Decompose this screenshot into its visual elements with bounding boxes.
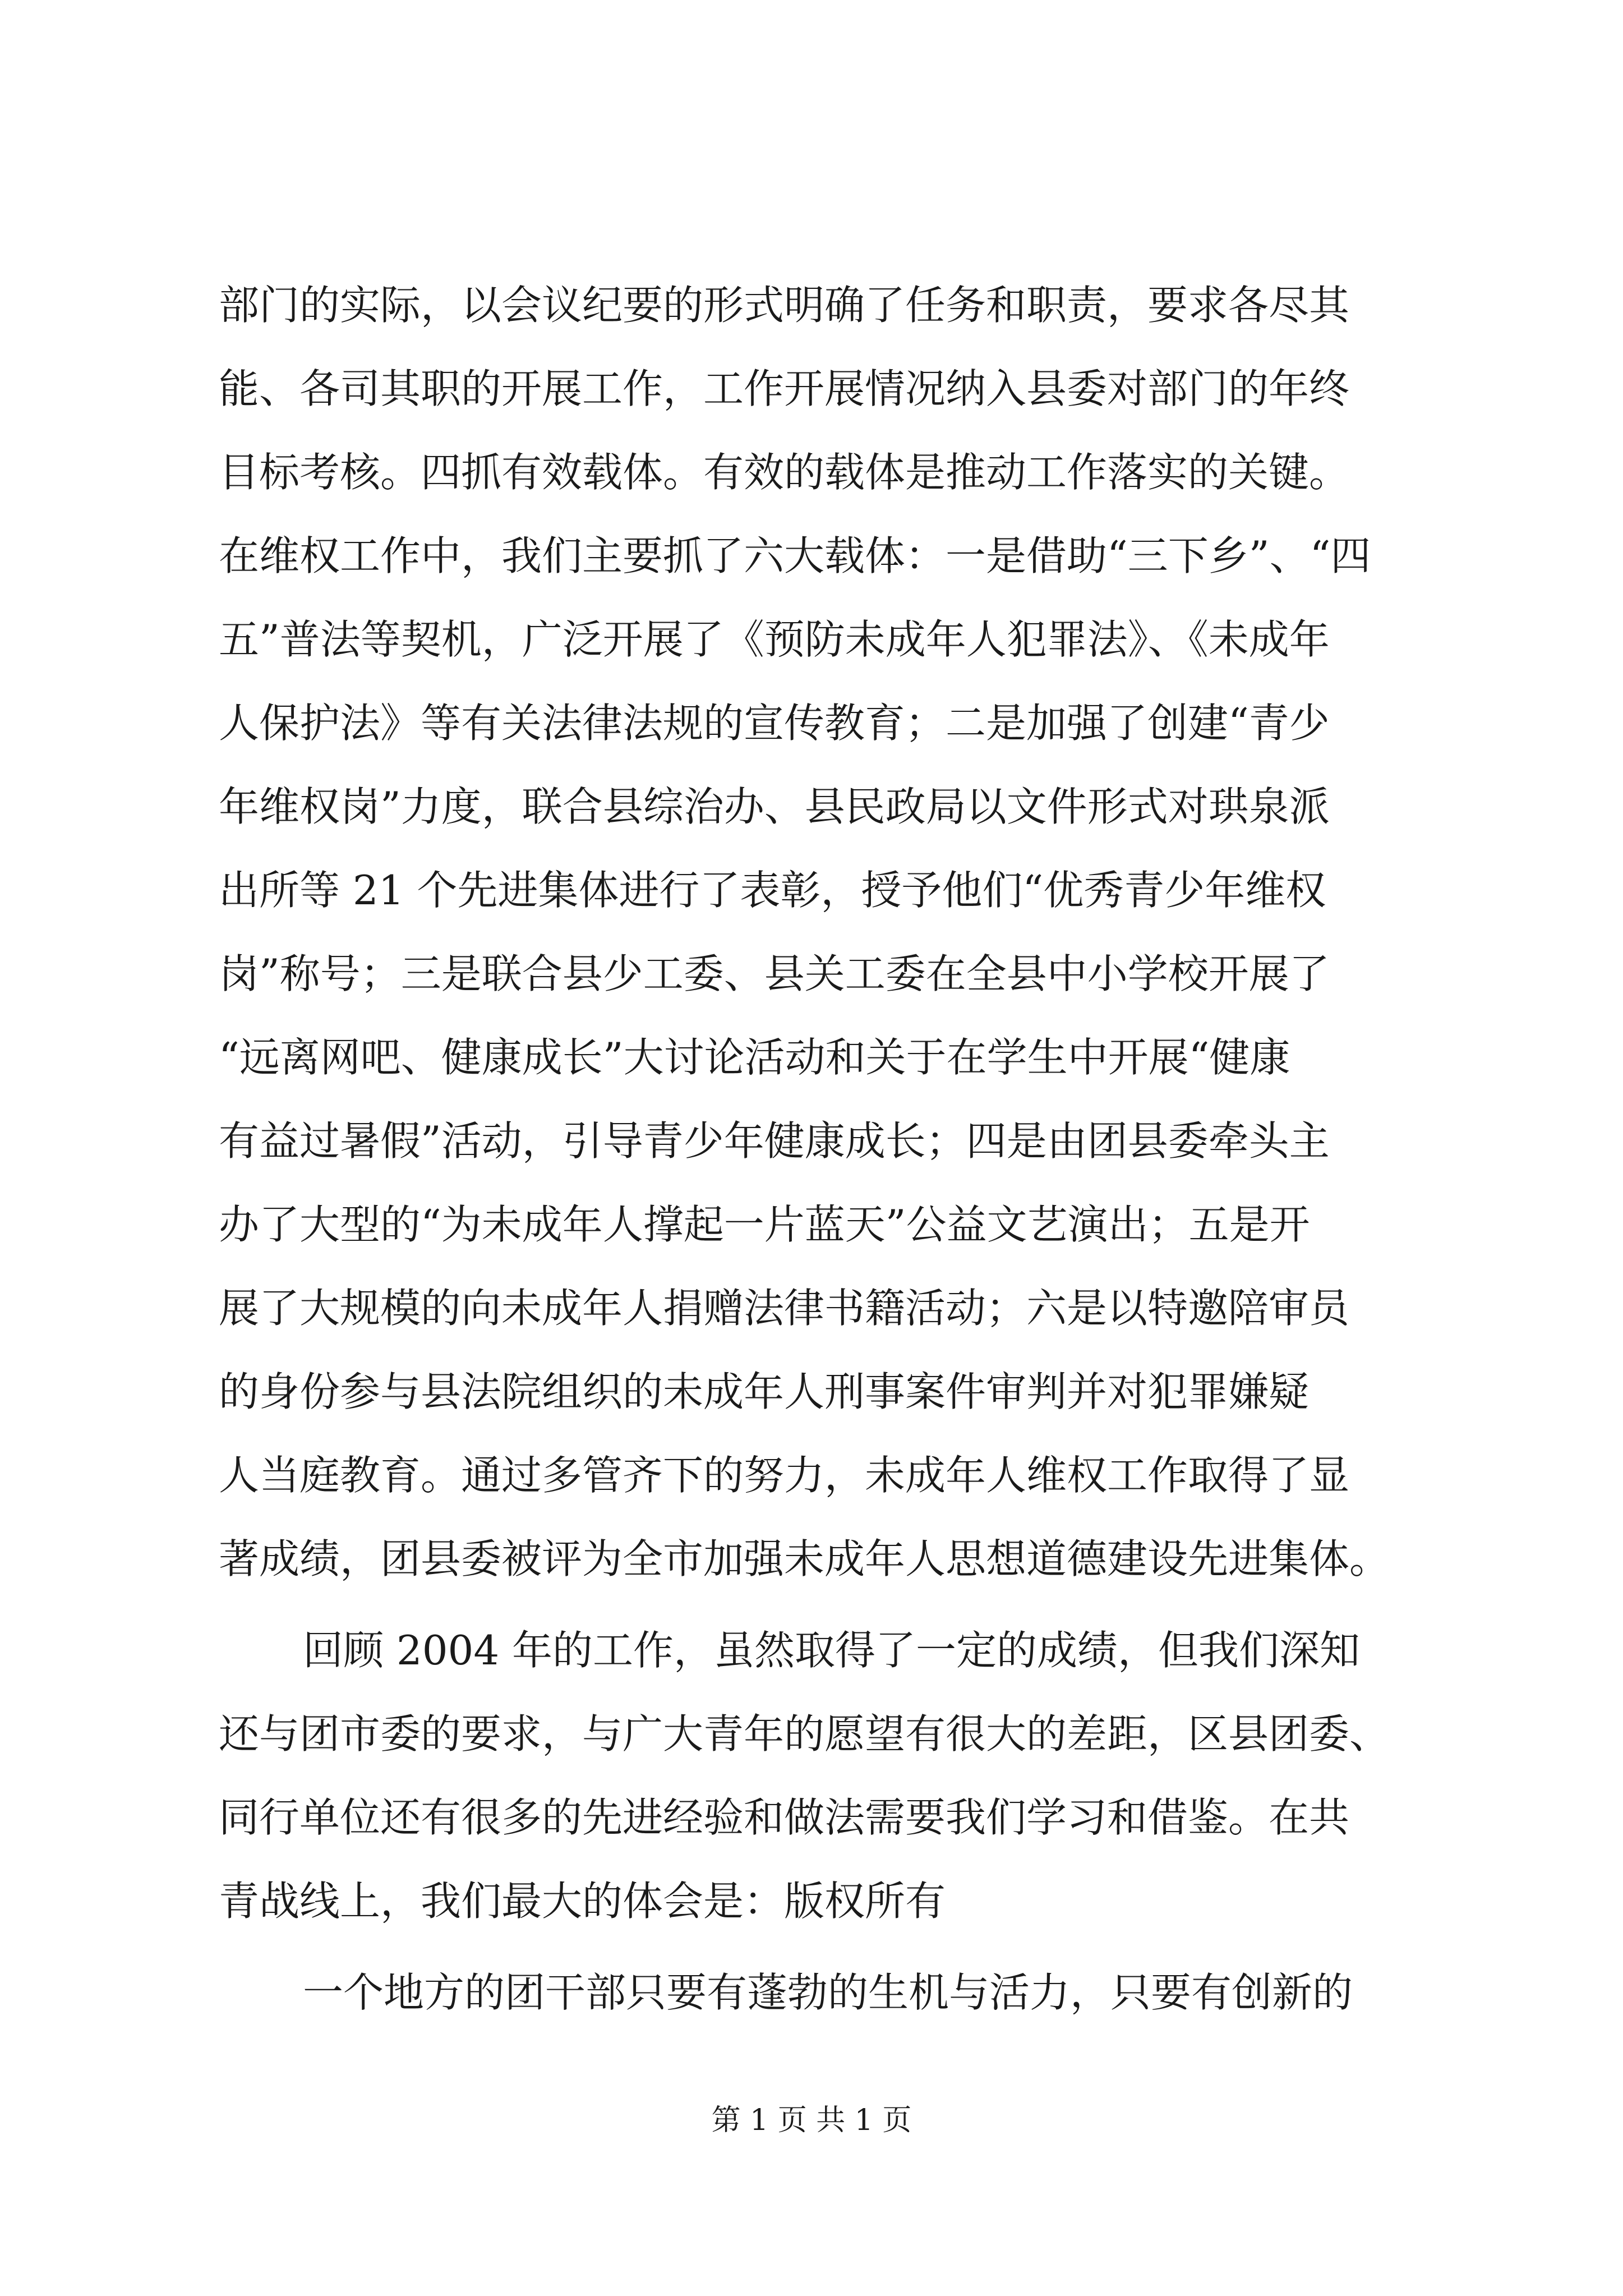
- paragraph-3: [219, 1951, 1419, 2035]
- text-line: 人保护法》等有关法律法规的宣传教育；二是加强了创建“青少: [219, 700, 1330, 747]
- text-line: 在维权工作中，我们主要抓了六大载体：一是借助“三下乡”、“四: [219, 532, 1371, 579]
- paragraph-1: [219, 264, 1419, 1601]
- text-line: 岗”称号；三是联合县少工委、县关工委在全县中小学校开展了: [219, 950, 1330, 997]
- text-line: 的身份参与县法院组织的未成年人刑事案件审判并对犯罪嫌疑: [219, 1368, 1310, 1415]
- text-line: 展了大规模的向未成年人捐赠法律书籍活动；六是以特邀陪审员: [219, 1285, 1350, 1332]
- text-line: 有益过暑假”活动，引导青少年健康成长；四是由团县委牵头主: [219, 1117, 1330, 1165]
- text-line: 回顾 2004 年的工作，虽然取得了一定的成绩，但我们深知: [303, 1627, 1361, 1674]
- text-line: 办了大型的“为未成年人撑起一片蓝天”公益文艺演出；五是开: [219, 1201, 1310, 1248]
- document-body: [219, 264, 1419, 2035]
- text-line: 出所等 21 个先进集体进行了表彰，授予他们“优秀青少年维权: [219, 867, 1326, 914]
- text-line: 年维权岗”力度，联合县综治办、县民政局以文件形式对珙泉派: [219, 783, 1330, 830]
- text-line: 能、各司其职的开展工作，工作开展情况纳入县委对部门的年终: [219, 365, 1350, 412]
- text-line: 著成绩，团县委被评为全市加强未成年人思想道德建设先进集体。: [219, 1535, 1390, 1582]
- page-number-footer: 第 1 页 共 1 页: [711, 2104, 912, 2137]
- text-line: 目标考核。四抓有效载体。有效的载体是推动工作落实的关键。: [219, 449, 1350, 496]
- text-line: 青战线上，我们最大的体会是：版权所有: [219, 1878, 946, 1925]
- text-line: 同行单位还有很多的先进经验和做法需要我们学习和借鉴。在共: [219, 1794, 1350, 1841]
- paragraph-2: [219, 1609, 1419, 1943]
- text-line: 还与团市委的要求，与广大青年的愿望有很大的差距，区县团委、: [219, 1710, 1390, 1757]
- text-line: 人当庭教育。通过多管齐下的努力，未成年人维权工作取得了显: [219, 1452, 1350, 1499]
- text-line: “远离网吧、健康成长”大讨论活动和关于在学生中开展“健康: [219, 1034, 1290, 1081]
- text-line: 五”普法等契机，广泛开展了《预防未成年人犯罪法》、《未成年: [219, 616, 1330, 663]
- text-line: 一个地方的团干部只要有蓬勃的生机与活力，只要有创新的: [303, 1969, 1353, 2016]
- text-line: 部门的实际，以会议纪要的形式明确了任务和职责，要求各尽其: [219, 282, 1350, 329]
